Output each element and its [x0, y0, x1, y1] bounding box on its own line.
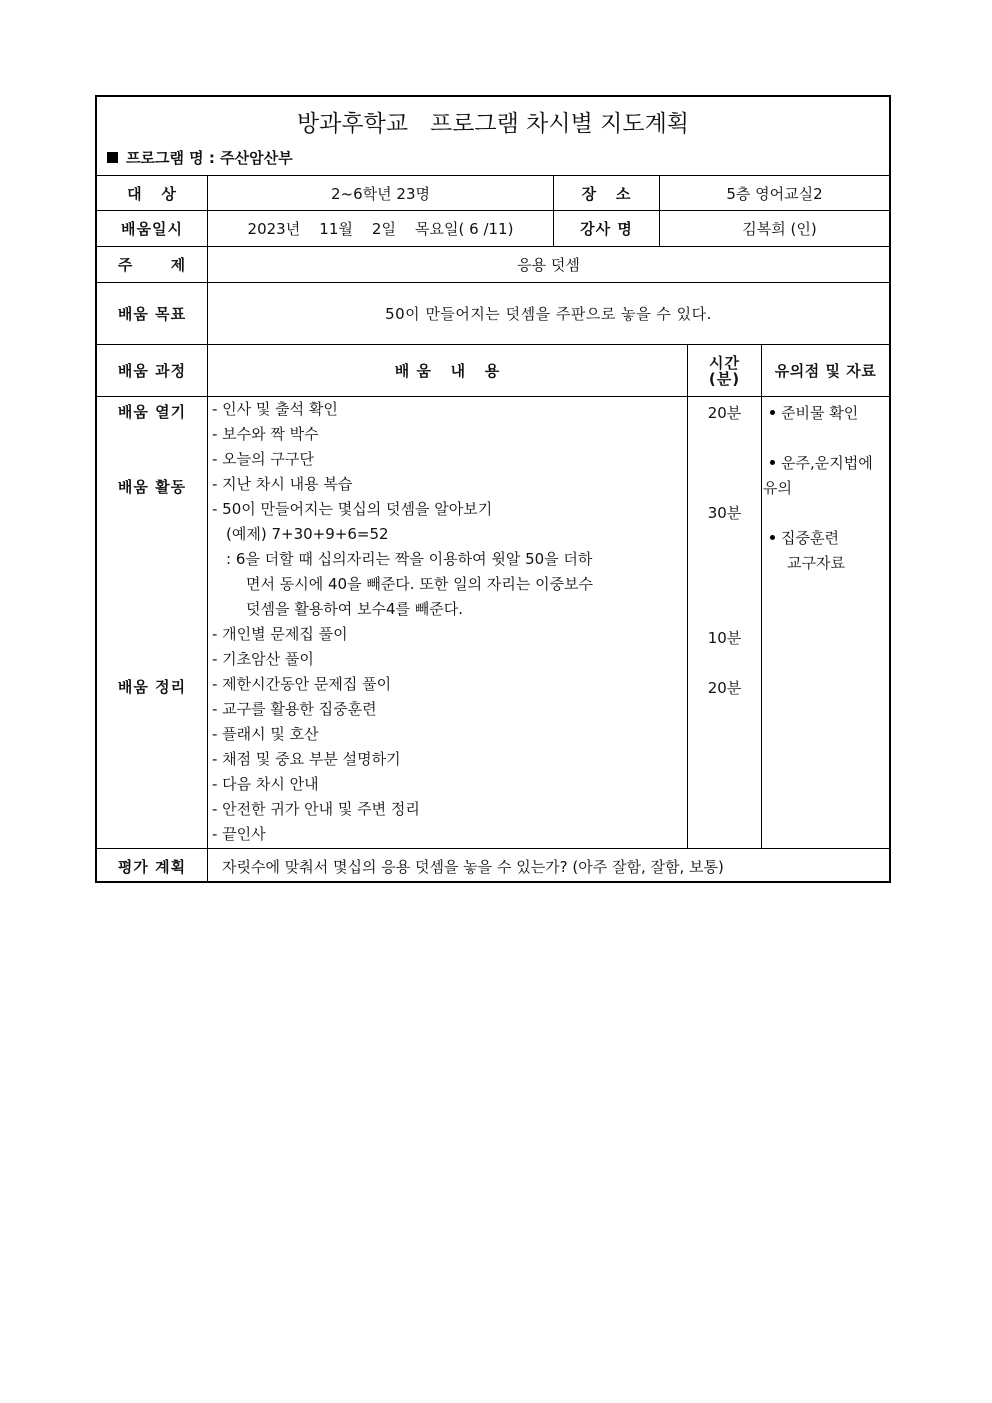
time-value: 10분	[707, 629, 742, 647]
evaluation-value: 자릿수에 맞춰서 몇십의 응용 덧셈을 놓을 수 있는가? (아주 잘함, 잘함, 보통)	[222, 857, 724, 876]
goal-value: 50이 만들어지는 덧셈을 주판으로 놓을 수 있다.	[385, 305, 712, 323]
content-line: - 개인별 문제집 풀이	[212, 625, 348, 643]
place-value: 5층 영어교실2	[726, 184, 823, 203]
content-line: - 인사 및 출석 확인	[212, 400, 338, 418]
content-line: - 다음 차시 안내	[212, 775, 319, 793]
topic-row	[97, 247, 889, 283]
time-value: 30분	[707, 504, 742, 522]
stage-activity: 배움 활동	[117, 478, 187, 496]
content-line: : 6을 더할 때 십의자리는 짝을 이용하여 윗알 50을 더하	[226, 550, 593, 568]
content-column	[208, 397, 688, 848]
notes-column	[762, 397, 889, 848]
content-line: - 교구를 활용한 집중훈련	[212, 700, 377, 718]
content-line: - 보수와 짝 박수	[212, 425, 319, 443]
note-text: 운주,운지법에	[781, 454, 873, 472]
teacher-label: 강사 명	[554, 211, 660, 246]
content-line: - 플래시 및 호산	[212, 725, 319, 743]
square-bullet-icon	[107, 152, 118, 163]
content-line: - 50이 만들어지는 몇십의 덧셈을 알아보기	[212, 500, 493, 518]
program-name: 프로그램 명 : 주산암산부	[126, 149, 293, 167]
topic-label: 주 제	[97, 247, 208, 282]
content-line: - 안전한 귀가 안내 및 주변 정리	[212, 800, 420, 818]
document-title: 방과후학교 프로그램 차시별 지도계획	[296, 111, 690, 137]
date-value: 2023년 11월 2일 목요일( 6 /11)	[208, 211, 554, 246]
note-item	[770, 451, 889, 476]
topic-value: 응용 덧셈	[517, 256, 580, 274]
goal-label: 배움 목표	[97, 283, 208, 344]
stage-opening: 배움 열기	[117, 403, 187, 421]
date-label: 배움일시	[97, 211, 208, 246]
content-line: 덧셈을 활용하여 보수4를 빼준다.	[246, 600, 463, 618]
content-line: - 오늘의 구구단	[212, 450, 314, 468]
time-value: 20분	[707, 679, 742, 697]
stage-closing: 배움 정리	[117, 678, 187, 696]
content-line: - 기초암산 풀이	[212, 650, 314, 668]
evaluation-label: 평가 계획	[97, 849, 208, 883]
content-header: 배 움 내 용	[208, 345, 688, 396]
content-line: - 끝인사	[212, 825, 266, 843]
process-header: 배움 과정	[97, 345, 208, 396]
content-line: 면서 동시에 40을 빼준다. 또한 일의 자리는 이중보수	[246, 575, 594, 593]
note-text-continuation: 유의	[763, 479, 792, 497]
stage-column	[97, 397, 208, 848]
date-row	[97, 211, 889, 247]
time-value: 20분	[707, 404, 742, 422]
content-line: - 지난 차시 내용 복습	[212, 475, 353, 493]
time-header-line2: (분)	[708, 369, 741, 388]
lesson-plan-document	[95, 95, 891, 883]
note-item	[770, 526, 889, 551]
place-label: 장 소	[554, 176, 660, 210]
program-name-line	[107, 147, 293, 168]
target-label: 대 상	[97, 176, 208, 210]
content-line: - 제한시간동안 문제집 풀이	[212, 675, 392, 693]
bullet-icon	[770, 535, 775, 540]
notes-header: 유의점 및 자료	[774, 362, 877, 380]
note-text-continuation: 교구자료	[787, 554, 845, 572]
content-line: (예제) 7+30+9+6=52	[226, 525, 389, 543]
note-item	[770, 401, 889, 426]
time-header-line1: 시간	[709, 353, 740, 372]
time-column	[688, 397, 762, 848]
title-block	[97, 97, 889, 176]
teacher-value: 김복희 (인)	[742, 220, 817, 238]
bullet-icon	[770, 410, 775, 415]
note-text: 준비물 확인	[781, 404, 859, 422]
bullet-icon	[770, 460, 775, 465]
process-header-row	[97, 345, 889, 397]
time-header	[688, 345, 762, 396]
process-body-row	[97, 397, 889, 849]
content-line: - 채점 및 중요 부분 설명하기	[212, 750, 401, 768]
target-value: 2~6학년 23명	[208, 176, 554, 210]
target-row	[97, 176, 889, 211]
note-text: 집중훈련	[781, 529, 839, 547]
evaluation-row	[97, 849, 889, 883]
goal-row	[97, 283, 889, 345]
